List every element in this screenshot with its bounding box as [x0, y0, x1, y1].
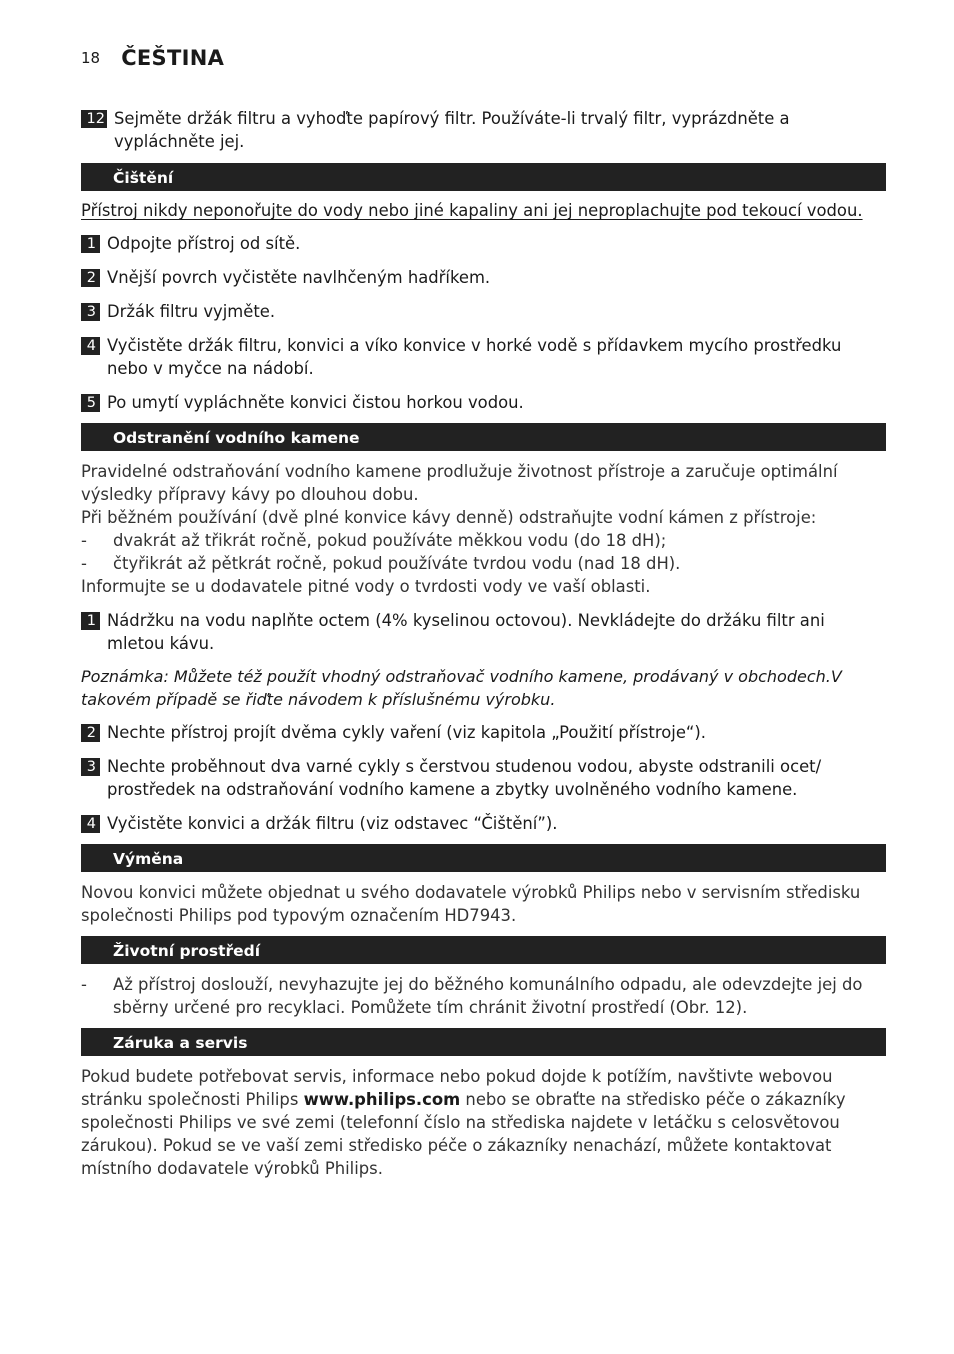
descaling-bullet	[81, 529, 886, 552]
bullet-text: Až přístroj doslouží, nevyhazujte jej do běžného komunálního odpadu, ale odevzdejte jej do sběrny určené pro recyklaci. Pomůžete tím chránit životní prostředí (Obr. 12).	[113, 975, 863, 1017]
step-text: Nechte proběhnout dva varné cykly s čerstvou studenou vodou, abyste odstranili ocet/ prostředek na odstraňování vodního kamene a zbytky uvolněného vodního kamene.	[107, 757, 822, 799]
section-heading-environment: Životní prostředí	[81, 936, 886, 964]
page-header	[81, 46, 224, 70]
cleaning-warning: Přístroj nikdy neponořujte do vody nebo jiné kapaliny ani jej neproplachujte pod tekoucí vodou.	[81, 201, 863, 220]
page-number: 18	[81, 49, 101, 67]
descaling-step	[81, 812, 886, 835]
step-text: Držák filtru vyjměte.	[107, 302, 276, 321]
language-title: ČEŠTINA	[121, 46, 225, 70]
step-number: 4	[81, 815, 100, 833]
step-number: 3	[81, 758, 100, 776]
descaling-step	[81, 755, 886, 801]
warranty-text	[81, 1065, 886, 1180]
cleaning-step	[81, 300, 886, 323]
descaling-note: Poznámka: Můžete též použít vhodný odstraňovač vodního kamene, prodávaný v obchodech.V takovém případě se řiďte návodem k příslušnému výrobku.	[81, 667, 842, 709]
section-heading-warranty: Záruka a servis	[81, 1028, 886, 1056]
descaling-intro: Pravidelné odstraňování vodního kamene prodlužuje životnost přístroje a zaručuje optimální výsledky přípravy kávy po dlouhou dobu.	[81, 462, 838, 504]
step-number: 2	[81, 269, 100, 287]
descaling-bullet	[81, 552, 886, 575]
section-heading-cleaning: Čištění	[81, 163, 886, 191]
step-text: Nádržku na vodu naplňte octem (4% kyselinou octovou). Nevkládejte do držáku filtr ani mletou kávu.	[107, 611, 825, 653]
step-text: Vyčistěte konvici a držák filtru (viz odstavec “Čištění”).	[107, 814, 558, 833]
step-text: Vyčistěte držák filtru, konvici a víko konvice v horké vodě s přídavkem mycího prostředku nebo v myčce na nádobí.	[107, 336, 842, 378]
descaling-step	[81, 721, 886, 744]
step-number: 2	[81, 724, 100, 742]
warranty-text-part: Pokud budete potřebovat servis, informace nebo pokud dojde k potížím, navštivte webovou stránku společnosti Philips	[81, 1067, 833, 1109]
step-number: 3	[81, 303, 100, 321]
step-text: Nechte přístroj projít dvěma cykly vaření (viz kapitola „Použití přístroje“).	[107, 723, 706, 742]
step-text: Po umytí vypláchněte konvici čistou horkou vodou.	[107, 393, 524, 412]
step-number: 1	[81, 235, 100, 253]
bullet-text: čtyřikrát až pětkrát ročně, pokud používáte tvrdou vodu (nad 18 dH).	[113, 554, 681, 573]
environment-bullet	[81, 973, 886, 1019]
step-text: Odpojte přístroj od sítě.	[107, 234, 301, 253]
step-text: Sejměte držák filtru a vyhoďte papírový filtr. Používáte-li trvalý filtr, vyprázdněte a vypláchněte jej.	[114, 109, 790, 151]
cleaning-step	[81, 391, 886, 414]
descaling-usage: Při běžném používání (dvě plné konvice kávy denně) odstraňujte vodní kámen z přístroje:	[81, 508, 817, 527]
philips-website-link[interactable]: www.philips.com	[303, 1090, 461, 1109]
page-content	[81, 107, 886, 1180]
dash-marker: -	[81, 554, 87, 573]
replacement-text: Novou konvici můžete objednat u svého dodavatele výrobků Philips nebo v servisním středisku společnosti Philips pod typovým označením HD7943.	[81, 883, 861, 925]
step-number: 1	[81, 612, 100, 630]
step-number: 4	[81, 337, 100, 355]
warranty-text-part: nebo se obraťte na středisko péče o zákazníky společnosti Philips ve své zemi (telefonní číslo na střediska najdete v letáčku s celosvětovou zárukou). Pokud se ve vaší zemi středisko péče o zákazníky nenachází, můžete kontaktovat místního dodavatele výrobků Philips.	[81, 1090, 846, 1178]
step-number: 5	[81, 394, 100, 412]
cleaning-step	[81, 266, 886, 289]
step-number: 12	[81, 110, 107, 128]
step-text: Vnější povrch vyčistěte navlhčeným hadříkem.	[107, 268, 491, 287]
cleaning-step	[81, 334, 886, 380]
section-heading-replacement: Výměna	[81, 844, 886, 872]
dash-marker: -	[81, 531, 87, 550]
descaling-info: Informujte se u dodavatele pitné vody o tvrdosti vody ve vaší oblasti.	[81, 577, 651, 596]
dash-marker: -	[81, 975, 87, 994]
descaling-step	[81, 609, 886, 655]
section-heading-descaling: Odstranění vodního kamene	[81, 423, 886, 451]
bullet-text: dvakrát až třikrát ročně, pokud používáte měkkou vodu (do 18 dH);	[113, 531, 667, 550]
step-12	[81, 107, 886, 153]
cleaning-step	[81, 232, 886, 255]
